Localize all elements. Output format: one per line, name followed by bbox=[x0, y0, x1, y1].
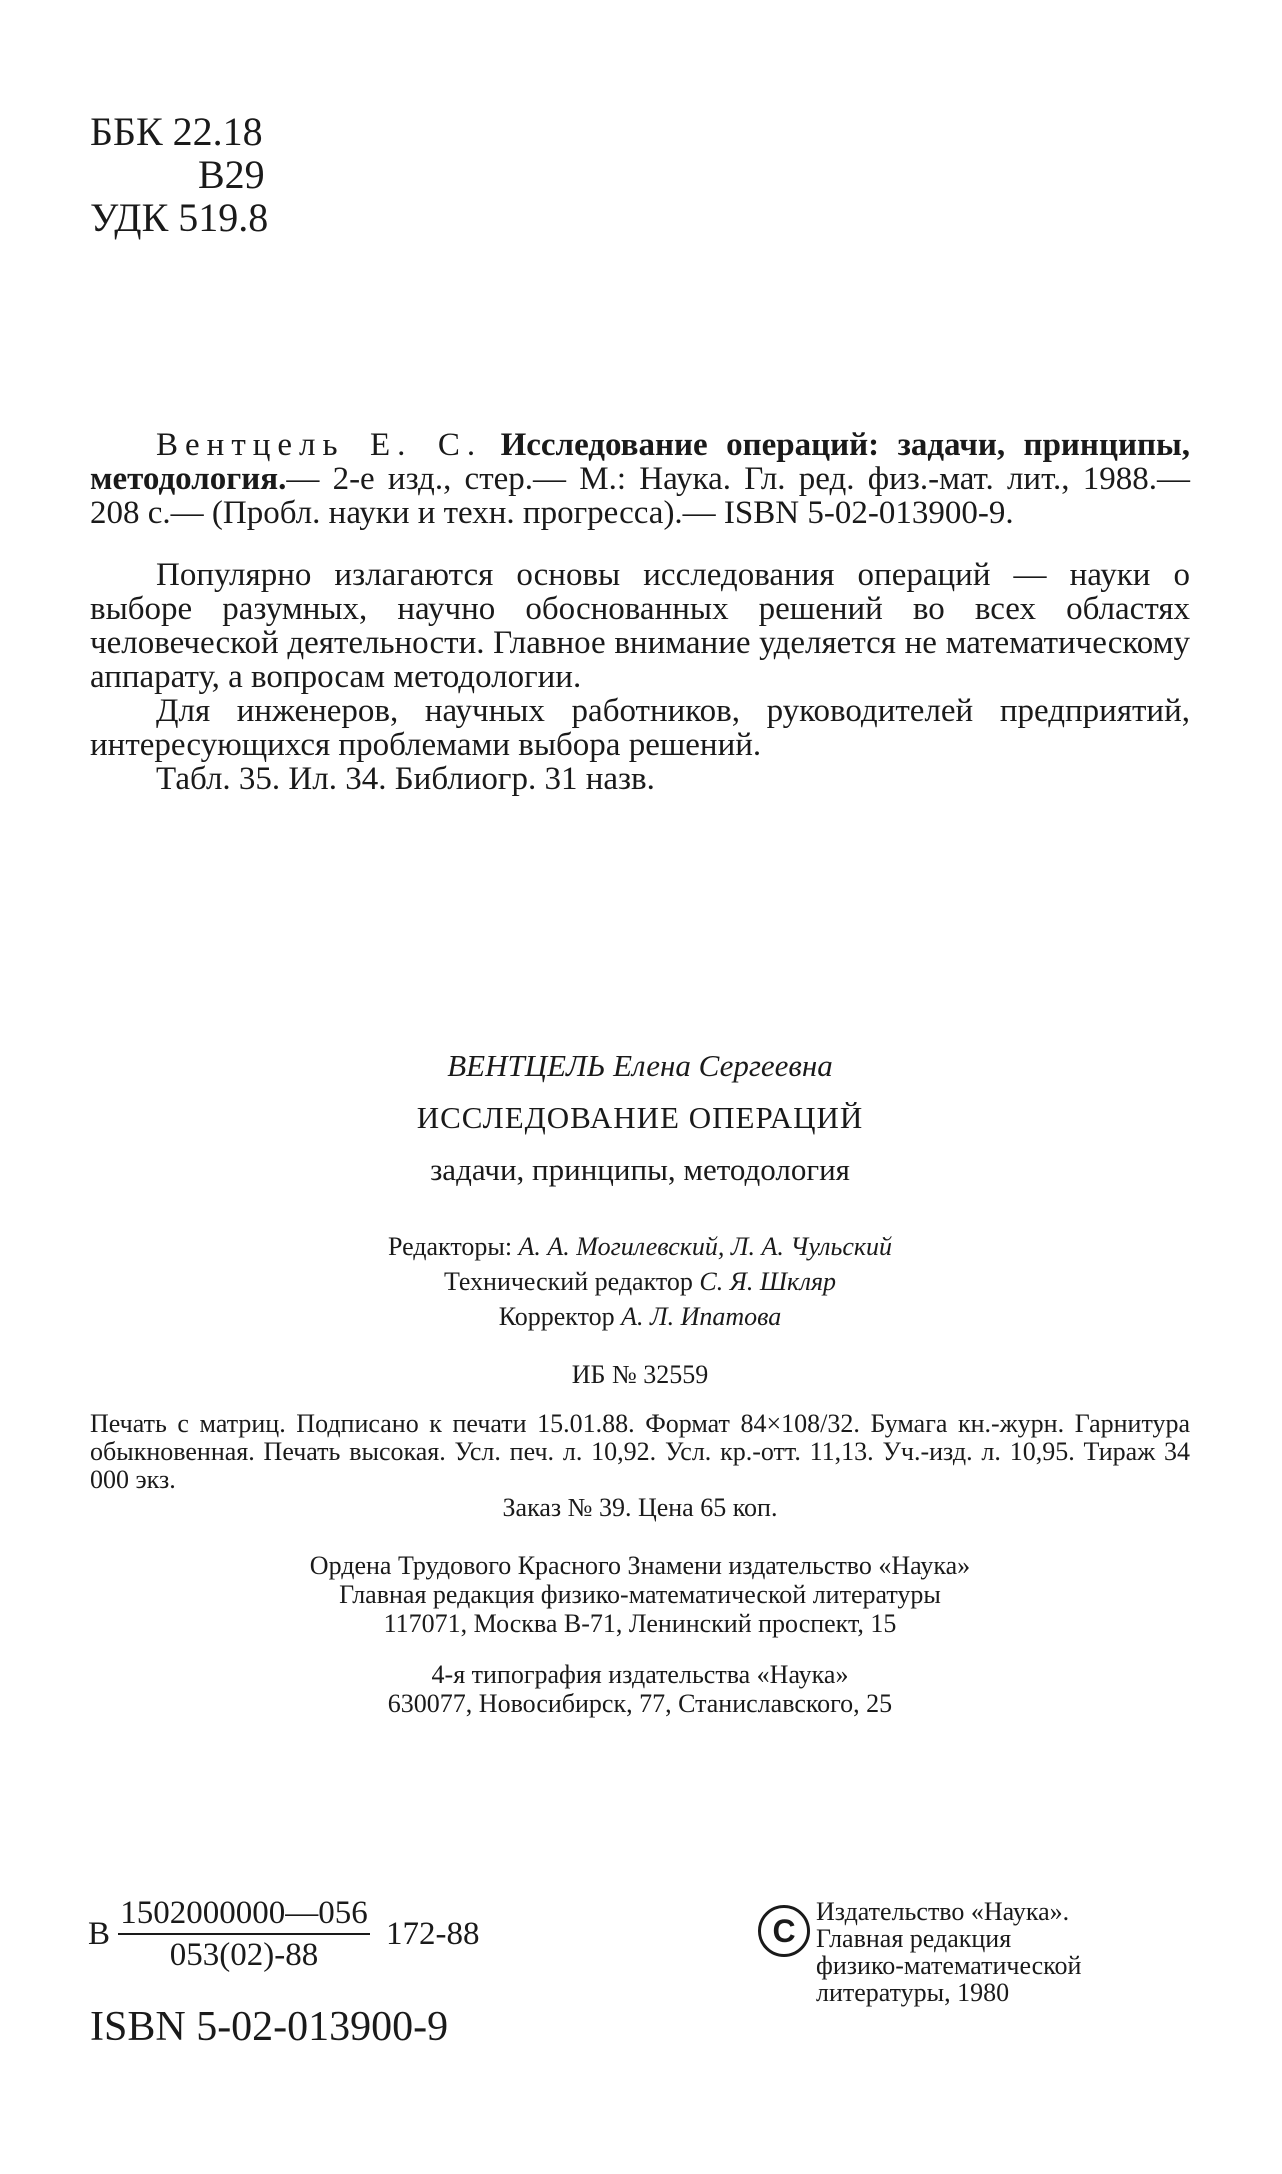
publisher-block bbox=[90, 1551, 1190, 1638]
publication-details: — 2-е изд., стер.— М.: Наука. Гл. ред. физ.-мат. лит., 1988.— 208 с.— (Пробл. науки и техн. прогресса).— ISBN 5-02-013900-9. bbox=[90, 461, 1190, 531]
summary-paragraph: Популярно излагаются основы исследования операций — науки о выборе разумных, научно обоснованных решений во всех областях человеческой деятельности. Главное внимание уделяется не математическому аппарату, а вопросам методологии. bbox=[90, 557, 1190, 695]
book-title-bold: Исследование операций: задачи, принципы, методология. bbox=[90, 427, 1191, 497]
corrector-name: А. Л. Ипатова bbox=[621, 1302, 782, 1331]
editors-label: Редакторы: bbox=[387, 1232, 513, 1261]
author-mark-code: В29 bbox=[198, 152, 265, 197]
printer-line-2: 630077, Новосибирск, 77, Станиславского, 25 bbox=[387, 1689, 893, 1718]
tech-editor-label: Технический редактор bbox=[443, 1267, 693, 1296]
bbk-code: ББК 22.18 bbox=[90, 109, 263, 154]
corrector-label: Корректор bbox=[498, 1302, 615, 1331]
imprint-title: ИССЛЕДОВАНИЕ ОПЕРАЦИЙ bbox=[416, 1100, 864, 1135]
index-numerator: 1502000000—056 bbox=[118, 1895, 370, 1935]
copyright-block bbox=[816, 1898, 1081, 2006]
print-details bbox=[90, 1410, 1190, 1522]
editors-line bbox=[90, 1232, 1190, 1261]
author-given-names: Елена Сергеевна bbox=[613, 1048, 833, 1083]
imprint-author bbox=[90, 1046, 1190, 1086]
index-fraction bbox=[118, 1895, 370, 1973]
author-name: Вентцель Е. С. bbox=[156, 427, 483, 463]
tech-editor-name: С. Я. Шкляр bbox=[699, 1267, 837, 1296]
publisher-line-1: Ордена Трудового Красного Знамени издательство «Наука» bbox=[309, 1551, 971, 1580]
copyright-line-4: литературы, 1980 bbox=[816, 1978, 1010, 2007]
order-price-line: Заказ № 39. Цена 65 коп. bbox=[502, 1493, 778, 1522]
author-surname: ВЕНТЦЕЛЬ bbox=[447, 1048, 606, 1083]
ib-number: ИБ № 32559 bbox=[571, 1360, 709, 1389]
print-details-text: Печать с матриц. Подписано к печати 15.01.88. Формат 84×108/32. Бумага кн.-журн. Гарнитура обыкновенная. Печать высокая. Усл. печ. л. 10,92. Усл. кр.-отт. 11,13. Уч.-изд. л. 10,95. Тираж 34 000 экз. bbox=[90, 1409, 1190, 1494]
copyright-line-1: Издательство «Наука». bbox=[816, 1897, 1070, 1926]
index-denominator: 053(02)-88 bbox=[169, 1937, 319, 1973]
udk-code: УДК 519.8 bbox=[90, 195, 269, 240]
publisher-line-3: 117071, Москва В-71, Ленинский проспект, 15 bbox=[383, 1609, 897, 1638]
editors-names: А. А. Могилевский, Л. А. Чульский bbox=[518, 1232, 893, 1261]
corrector-line bbox=[90, 1302, 1190, 1331]
bibliographic-record bbox=[90, 428, 1190, 530]
printer-line-1: 4-я типография издательства «Наука» bbox=[431, 1660, 849, 1689]
copyright-line-2: Главная редакция bbox=[816, 1924, 1012, 1953]
printer-block bbox=[90, 1660, 1190, 1718]
publisher-line-2: Главная редакция физико-математической литературы bbox=[339, 1580, 941, 1609]
isbn-large: ISBN 5-02-013900-9 bbox=[90, 2004, 449, 2050]
publication-index bbox=[88, 1895, 480, 1973]
copyright-line-3: физико-математической bbox=[816, 1951, 1082, 1980]
copyright-icon: C bbox=[758, 1905, 810, 1957]
tech-editor-line bbox=[90, 1267, 1190, 1296]
imprint-subtitle: задачи, принципы, методология bbox=[430, 1152, 850, 1187]
annotation-block bbox=[90, 428, 1190, 796]
index-prefix: В bbox=[88, 1916, 111, 1952]
audience-paragraph: Для инженеров, научных работников, руководителей предприятий, интересующихся проблемами выбора решений. bbox=[90, 693, 1190, 763]
stats-line: Табл. 35. Ил. 34. Библиогр. 31 назв. bbox=[156, 761, 655, 797]
index-suffix: 172-88 bbox=[386, 1916, 480, 1952]
